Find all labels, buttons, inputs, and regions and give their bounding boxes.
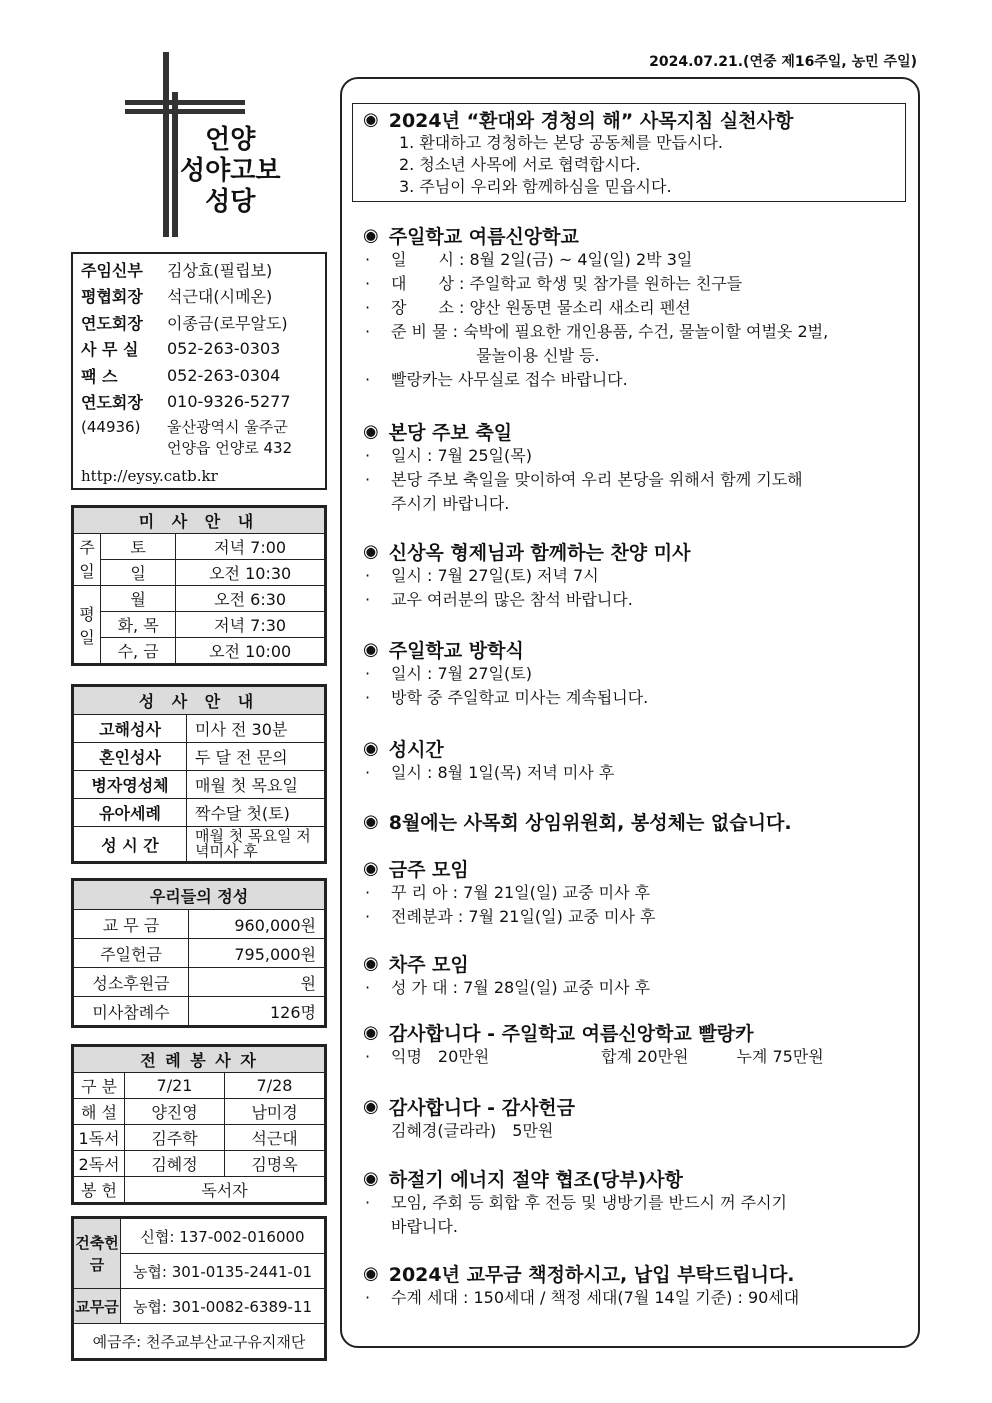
dot-icon: · (365, 250, 371, 269)
section-line-text: 전례분과 : 7월 21일(일) 교중 미사 후 (391, 907, 656, 926)
dot-icon: · (365, 883, 371, 902)
section-line (363, 1286, 908, 1310)
section-title (363, 418, 908, 444)
mass-time: 오전 10:30 (176, 560, 325, 586)
section-title (363, 1260, 908, 1286)
guideline-item: 3. 주님이 우리와 함께하심을 믿읍시다. (399, 177, 672, 196)
section-line-text: 주시기 바랍니다. (391, 494, 510, 513)
info-label: 평협회장 (81, 287, 143, 307)
mass-day: 월 (101, 586, 176, 612)
dot-icon: · (365, 590, 371, 609)
section-line (363, 686, 908, 710)
servers-role: 2독서 (74, 1151, 125, 1177)
bank-box (71, 1216, 327, 1361)
sacrament-name: 성 시 간 (74, 827, 187, 862)
section-title-text: 감사합니다 - 주일학교 여름신앙학교 빨랑카 (388, 1022, 754, 1045)
info-row (81, 309, 317, 336)
info-value: 010-9326-5277 (167, 392, 291, 412)
servers-role: 해 설 (74, 1099, 125, 1125)
section-title-text: 8월에는 사목회 상임위원회, 봉성체는 없습니다. (388, 811, 792, 834)
section-line-text: 장 소 : 양산 원동면 물소리 새소리 펜션 (391, 298, 691, 317)
servers-role: 봉 헌 (74, 1177, 125, 1203)
section-line-text: 일시 : 7월 27일(토) (391, 664, 532, 683)
dot-icon: · (365, 274, 371, 293)
sacrament-name: 병자영성체 (74, 771, 187, 799)
dot-icon: · (365, 370, 371, 389)
section-title (363, 735, 908, 761)
section-line-text: 성 가 대 : 7월 28일(일) 교중 미사 후 (391, 978, 651, 997)
info-label: 사 무 실 (81, 340, 139, 360)
info-row (81, 389, 317, 416)
offering-label: 교 무 금 (74, 910, 189, 939)
parish-name-line: 성야고보 (180, 156, 281, 186)
servers-role: 1독서 (74, 1125, 125, 1151)
mass-day: 화, 목 (101, 612, 176, 638)
section-line (363, 368, 908, 392)
mass-day: 토 (101, 534, 176, 560)
pastoral-guideline-box (352, 103, 906, 202)
dot-icon: · (365, 566, 371, 585)
dot-icon (365, 1215, 391, 1239)
servers-head: 7/28 (225, 1073, 325, 1099)
section-line-text: 일시 : 7월 27일(토) 저녁 7시 (391, 566, 599, 585)
section-title-text: 본당 주보 축일 (388, 421, 513, 444)
section-line-text: 본당 주보 축일을 맞이하여 우리 본당을 위해서 함께 기도해 (391, 470, 803, 489)
dot-icon: · (365, 322, 371, 341)
tithe-label: 교무금 (74, 1289, 121, 1324)
bank-account: 농협: 301-0082-6389-11 (121, 1289, 325, 1324)
offering-value: 126명 (189, 997, 325, 1026)
website-link[interactable]: http://eysy.catb.kr (81, 467, 218, 485)
section-title-text: 차주 모임 (388, 953, 469, 976)
section-title (363, 222, 908, 248)
news-section (363, 808, 908, 834)
weekday-label (74, 586, 101, 664)
guideline-title (363, 106, 895, 132)
info-label: 팩 스 (81, 366, 118, 386)
news-section (363, 1093, 908, 1143)
dot-icon: · (365, 298, 371, 317)
section-line-text: 바랍니다. (391, 1217, 458, 1236)
news-section (363, 636, 908, 710)
info-value: 052-263-0304 (167, 365, 281, 385)
guideline-title-text: 2024년 “환대와 경청의 해” 사목지침 실천사항 (388, 109, 794, 132)
zip-code: (44936) (81, 418, 141, 436)
section-title-text: 성시간 (388, 738, 444, 761)
info-label: 주임신부 (81, 260, 143, 280)
section-line-text: 일시 : 8월 1일(목) 저녁 미사 후 (391, 763, 615, 782)
sunday-label (74, 534, 101, 586)
section-line (363, 344, 908, 368)
mass-time: 오전 10:00 (176, 638, 325, 664)
section-title (363, 636, 908, 662)
mass-title: 미 사 안 내 (74, 508, 325, 534)
news-section (363, 735, 908, 785)
section-line (363, 248, 908, 272)
info-row (81, 336, 317, 363)
sacrament-name: 유아세례 (74, 799, 187, 827)
info-row (81, 256, 317, 283)
bulletin-date: 2024.07.21.(연중 제16주일, 농민 주일) (649, 54, 917, 70)
section-line (363, 444, 908, 468)
section-title-text: 금주 모임 (388, 858, 469, 881)
servers-name: 김주학 (125, 1125, 225, 1151)
offering-value: 원 (189, 968, 325, 997)
info-label: 연도회장 (81, 393, 143, 413)
mass-time: 저녁 7:30 (176, 612, 325, 638)
guideline-item: 1. 환대하고 경청하는 본당 공동체를 만듭시다. (399, 133, 723, 152)
dot-icon: · (365, 1193, 371, 1212)
section-title-text: 2024년 교무금 책정하시고, 납입 부탁드립니다. (388, 1263, 795, 1286)
offering-title: 우리들의 정성 (74, 881, 325, 910)
info-row (81, 362, 317, 389)
dot-icon: · (365, 763, 371, 782)
section-line-text: 빨랑카는 사무실로 접수 바랍니다. (391, 370, 628, 389)
dot-icon: · (365, 470, 371, 489)
info-value: 김상효(필립보) (167, 260, 273, 280)
offering-label: 성소후원금 (74, 968, 189, 997)
sacrament-name: 고해성사 (74, 715, 187, 743)
dot-icon (365, 492, 391, 516)
section-title (363, 808, 908, 834)
dot-icon: · (365, 978, 371, 997)
news-section (363, 1260, 908, 1310)
offering-label: 미사참례수 (74, 997, 189, 1026)
section-line (363, 564, 908, 588)
section-line-text: 준 비 물 : 숙박에 필요한 개인용품, 수건, 물놀이할 여벌옷 2벌, (391, 322, 829, 341)
address-line: 언양읍 언양로 432 (167, 439, 293, 457)
section-line (363, 976, 908, 1000)
build-fund-label: 건축헌금 (74, 1219, 121, 1289)
servers-title: 전 례 봉 사 자 (74, 1047, 325, 1073)
info-label: 연도회장 (81, 313, 143, 333)
servers-name: 독서자 (125, 1177, 325, 1203)
section-line-text: 일시 : 7월 25일(목) (391, 446, 532, 465)
section-title-text: 하절기 에너지 절약 협조(당부)사항 (388, 1168, 683, 1191)
mass-day: 일 (101, 560, 176, 586)
bullet-icon: ◉ (363, 420, 379, 442)
section-line (363, 492, 908, 516)
section-line (363, 320, 908, 344)
sacrament-box (71, 684, 327, 864)
bullet-icon: ◉ (363, 224, 379, 246)
news-section (363, 855, 908, 929)
section-title-text: 주일학교 여름신앙학교 (388, 225, 579, 248)
info-value: 석근대(시메온) (167, 287, 273, 307)
mass-schedule-box (71, 505, 327, 666)
dot-icon: · (365, 1288, 371, 1307)
news-section (363, 1165, 908, 1239)
section-line (363, 588, 908, 612)
section-line-text: 교우 여러분의 많은 참석 바랍니다. (391, 590, 633, 609)
parish-name-line: 언양 (205, 125, 256, 155)
sacrament-info: 두 달 전 문의 (187, 743, 325, 771)
offering-value: 960,000원 (189, 910, 325, 939)
section-line-text: 꾸 리 아 : 7월 21일(일) 교중 미사 후 (391, 883, 651, 902)
bullet-icon: ◉ (363, 737, 379, 759)
offering-label: 주일헌금 (74, 939, 189, 968)
section-title (363, 950, 908, 976)
offering-value: 795,000원 (189, 939, 325, 968)
section-title-text: 주일학교 방학식 (388, 639, 524, 662)
section-line (363, 761, 908, 785)
section-title (363, 1019, 908, 1045)
news-section (363, 1019, 908, 1069)
dot-icon: · (365, 688, 371, 707)
servers-head: 구 분 (74, 1073, 125, 1099)
sacrament-info: 짝수달 첫(토) (187, 799, 325, 827)
servers-head: 7/21 (125, 1073, 225, 1099)
servers-name: 석근대 (225, 1125, 325, 1151)
section-line-text: 모임, 주회 등 회합 후 전등 및 냉방기를 반드시 꺼 주시기 (391, 1193, 787, 1212)
address-line: 울산광역시 울주군 (167, 418, 288, 436)
sacrament-info: 매월 첫 목요일 (187, 771, 325, 799)
dot-icon (365, 1119, 391, 1143)
info-row (81, 283, 317, 310)
section-line (363, 881, 908, 905)
parish-name-line: 성당 (205, 187, 256, 217)
dot-icon: · (365, 664, 371, 683)
bullet-icon: ◉ (363, 952, 379, 974)
servers-name: 양진영 (125, 1099, 225, 1125)
address (81, 417, 317, 459)
guideline-item: 2. 청소년 사목에 서로 협력합시다. (399, 155, 641, 174)
bullet-icon: ◉ (363, 1262, 379, 1284)
section-title-text: 감사합니다 - 감사헌금 (388, 1096, 576, 1119)
section-line (363, 272, 908, 296)
bullet-icon: ◉ (363, 1095, 379, 1117)
info-value: 이종금(로무알도) (167, 313, 288, 333)
section-line (363, 905, 908, 929)
parish-info-box (71, 252, 327, 490)
mass-time: 오전 6:30 (176, 586, 325, 612)
sacrament-info: 매월 첫 목요일 저녁미사 후 (187, 827, 325, 862)
section-line-text: 물놀이용 신발 등. (391, 346, 600, 365)
address-lines (167, 417, 292, 459)
section-line (363, 1191, 908, 1215)
section-line (363, 1045, 908, 1069)
sacrament-title: 성 사 안 내 (74, 687, 325, 715)
info-value: 052-263-0303 (167, 339, 281, 359)
bullet-icon: ◉ (363, 810, 379, 832)
section-title (363, 538, 908, 564)
offering-box (71, 878, 327, 1028)
parish-name (180, 125, 280, 218)
bullet-icon: ◉ (363, 108, 379, 130)
section-line (363, 296, 908, 320)
bullet-icon: ◉ (363, 1021, 379, 1043)
news-section (363, 222, 908, 392)
section-title (363, 855, 908, 881)
news-section (363, 538, 908, 612)
section-title (363, 1093, 908, 1119)
section-line (363, 1119, 908, 1143)
servers-box (71, 1044, 327, 1205)
weekday-label-text: 평일 (79, 604, 95, 647)
dot-icon: · (365, 1047, 371, 1066)
mass-time: 저녁 7:00 (176, 534, 325, 560)
dot-icon: · (365, 907, 371, 926)
servers-name: 김명옥 (225, 1151, 325, 1177)
account-holder: 예금주: 천주교부산교구유지재단 (74, 1324, 325, 1359)
news-section (363, 418, 908, 516)
news-section (363, 950, 908, 1000)
bank-account: 농협: 301-0135-2441-01 (121, 1254, 325, 1289)
bullet-icon: ◉ (363, 1167, 379, 1189)
section-line-text: 익명 20만원 합계 20만원 누계 75만원 (391, 1047, 824, 1066)
section-line (363, 468, 908, 492)
section-line-text: 일 시 : 8월 2일(금) ~ 4일(일) 2박 3일 (391, 250, 693, 269)
dot-icon (365, 344, 391, 368)
section-line-text: 김혜경(글라라) 5만원 (391, 1121, 554, 1140)
bank-account: 신협: 137-002-016000 (121, 1219, 325, 1254)
section-line-text: 대 상 : 주일학교 학생 및 참가를 원하는 친구들 (391, 274, 743, 293)
bullet-icon: ◉ (363, 638, 379, 660)
section-line (363, 662, 908, 686)
sunday-label-text: 주일 (79, 537, 95, 581)
section-title (363, 1165, 908, 1191)
dot-icon: · (365, 446, 371, 465)
servers-name: 김혜정 (125, 1151, 225, 1177)
servers-name: 남미경 (225, 1099, 325, 1125)
sacrament-name: 혼인성사 (74, 743, 187, 771)
section-line-text: 수계 세대 : 150세대 / 책정 세대(7월 14일 기준) : 90세대 (391, 1288, 800, 1307)
bullet-icon: ◉ (363, 540, 379, 562)
section-line (363, 1215, 908, 1239)
section-title-text: 신상옥 형제님과 함께하는 찬양 미사 (388, 541, 691, 564)
sacrament-info: 미사 전 30분 (187, 715, 325, 743)
section-line-text: 방학 중 주일학교 미사는 계속됩니다. (391, 688, 649, 707)
bullet-icon: ◉ (363, 857, 379, 879)
mass-day: 수, 금 (101, 638, 176, 664)
